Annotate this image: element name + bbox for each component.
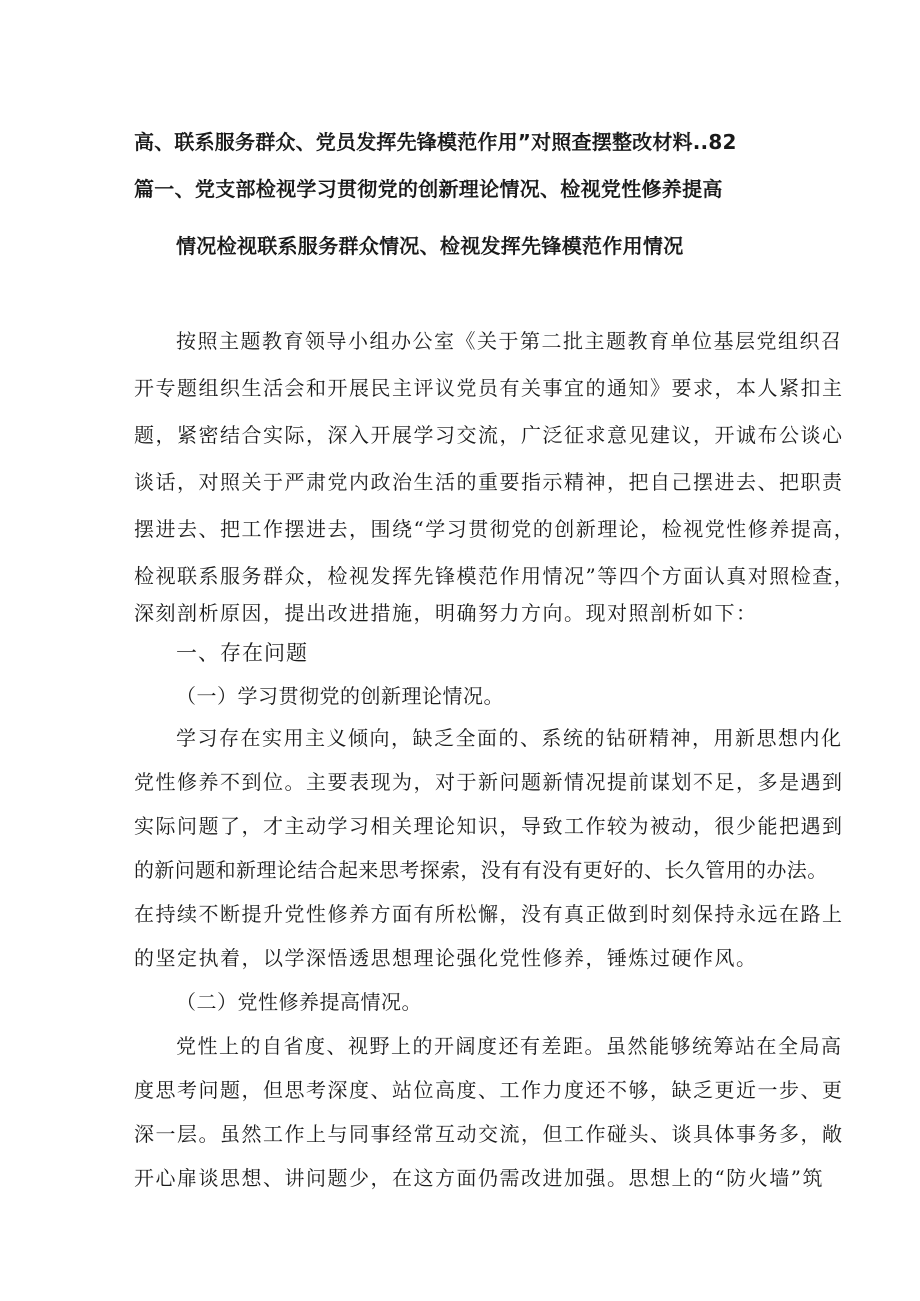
- subsection-paragraph-line: 的新问题和新理论结合起来思考探索，没有有没有更好的、长久管用的办法。: [134, 858, 828, 882]
- subsection-paragraph-line: 学习存在实用主义倾向，缺乏全面的、系统的钻研精神，用新思想内化: [176, 726, 843, 750]
- subsection-paragraph-line: 实际问题了，才主动学习相关理论知识，导致工作较为被动，很少能把遇到: [134, 814, 844, 838]
- intro-paragraph-line: 开专题组织生活会和开展民主评议党员有关事宜的通知》要求，本人紧扣主: [134, 376, 844, 400]
- document-title-line-1: 篇一、党支部检视学习贯彻党的创新理论情况、检视党性修养提高: [134, 177, 723, 201]
- subsection-paragraph-line: 开心扉谈思想、讲问题少，在这方面仍需改进加强。思想上的“防火墙”筑: [134, 1166, 824, 1190]
- intro-paragraph-line: 按照主题教育领导小组办公室《关于第二批主题教育单位基层党组织召: [176, 329, 843, 353]
- section-heading: 一、存在问题: [176, 641, 308, 665]
- intro-paragraph-line: 题，紧密结合实际，深入开展学习交流，广泛征求意见建议，开诚布公谈心: [134, 423, 844, 447]
- subsection-heading: （一）学习贯彻党的创新理论情况。: [176, 684, 504, 708]
- intro-paragraph-line: 谈话，对照关于严肃党内政治生活的重要指示精神，把自己摆进去、把职责: [134, 470, 844, 494]
- toc-entry: 高、联系服务群众、党员发挥先锋模范作用”对照查摆整改材料..82: [134, 130, 737, 154]
- subsection-heading: （二）党性修养提高情况。: [176, 990, 422, 1014]
- subsection-paragraph-line: 党性修养不到位。主要表现为，对于新问题新情况提前谋划不足，多是遇到: [134, 770, 844, 794]
- intro-paragraph-line: 摆进去、把工作摆进去，围绕“学习贯彻党的创新理论，检视党性修养提高，: [134, 517, 856, 541]
- subsection-paragraph-line: 在持续不断提升党性修养方面有所松懈，没有真正做到时刻保持永远在路上: [134, 902, 844, 926]
- subsection-paragraph-line: 度思考问题，但思考深度、站位高度、工作力度还不够，缺乏更近一步、更: [134, 1078, 844, 1102]
- subsection-paragraph-line: 深一层。虽然工作上与同事经常互动交流，但工作碰头、谈具体事务多，敞: [134, 1122, 844, 1146]
- intro-paragraph-line: 深刻剖析原因，提出改进措施，明确努力方向。现对照剖析如下：: [134, 601, 758, 625]
- subsection-paragraph-line: 的坚定执着，以学深悟透思想理论强化党性修养，锤炼过硬作风。: [134, 946, 758, 970]
- document-title-line-2: 情况检视联系服务群众情况、检视发挥先锋模范作用情况: [176, 234, 684, 258]
- intro-paragraph-line: 检视联系服务群众，检视发挥先锋模范作用情况”等四个方面认真对照检查，: [134, 564, 856, 588]
- subsection-paragraph-line: 党性上的自省度、视野上的开阔度还有差距。虽然能够统筹站在全局高: [176, 1034, 843, 1058]
